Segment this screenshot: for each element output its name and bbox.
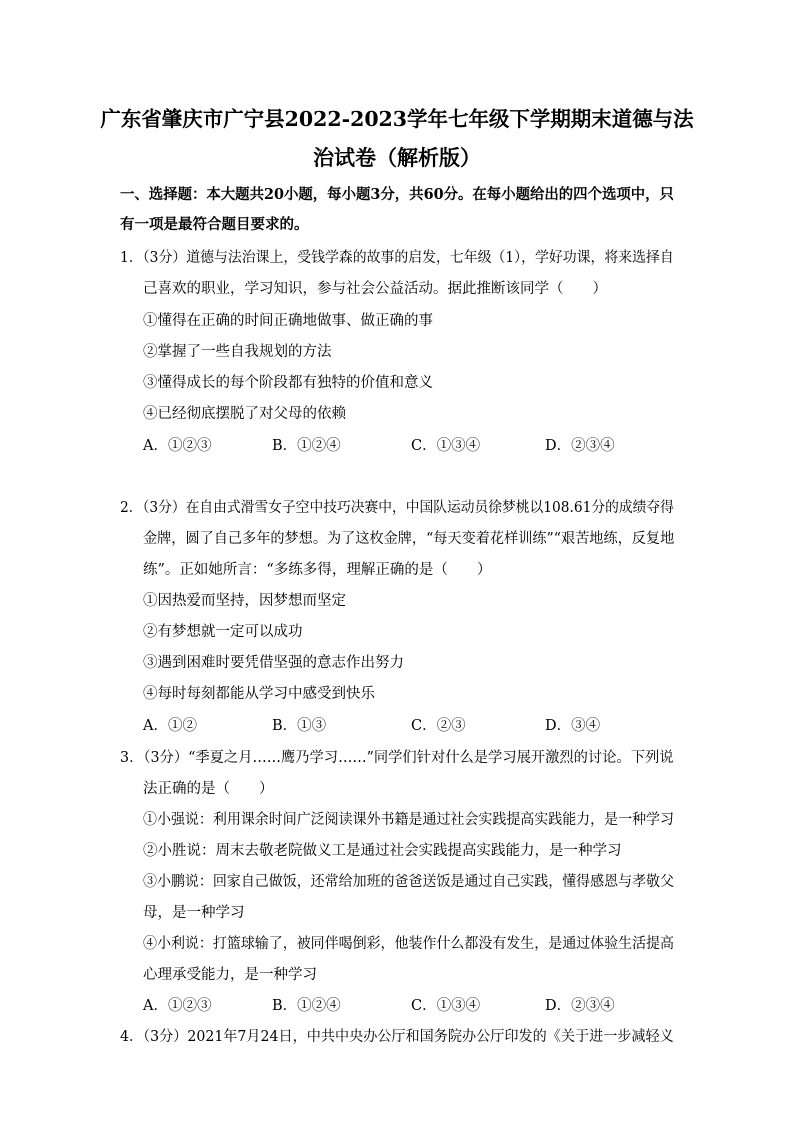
- option-d[interactable]: D．②③④: [545, 438, 615, 454]
- option-d[interactable]: D．③④: [545, 718, 601, 734]
- question-3-item-3: ③小鹏说：回家自己做饭，还常给加班的爸爸送饭是通过自己实践，懂得感恩与孝敬父: [143, 874, 674, 890]
- question-1-item-1: ①懂得在正确的时间正确地做事、做正确的事: [143, 313, 433, 329]
- option-c[interactable]: C．②③: [411, 718, 466, 734]
- question-1-item-4: ④已经彻底摆脱了对父母的依赖: [143, 406, 346, 422]
- question-3-item-4: ④小利说：打篮球输了，被同伴喝倒彩，他装作什么都没有发生，是通过体验生活提高: [143, 936, 674, 952]
- option-b[interactable]: B．①②④: [272, 438, 341, 454]
- question-1-item-3: ③懂得成长的每个阶段都有独特的价值和意义: [143, 375, 433, 391]
- option-a[interactable]: A．①②: [143, 718, 197, 734]
- question-1-stem-line-1: 1．（3分）道德与法治课上，受钱学森的故事的启发，七年级（1），学好功课，将来选择自: [120, 250, 674, 266]
- question-3-stem-line-1: 3．（3分）“季夏之月……鹰乃学习……”同学们针对什么是学习展开激烈的讨论。下列说: [120, 750, 674, 766]
- option-a[interactable]: A．①②③: [143, 998, 212, 1014]
- question-2-item-2: ②有梦想就一定可以成功: [143, 624, 303, 640]
- doc-title-line-2: 治试卷（解析版）: [313, 145, 481, 170]
- question-4-stem-line-1: 4．（3分）2021年7月24日，中共中央办公厅和国务院办公厅印发的《关于进一步减轻义: [120, 1029, 674, 1045]
- option-b[interactable]: B．①③: [272, 718, 327, 734]
- section-heading-line-1: 一、选择题：本大题共20小题，每小题3分，共60分。在每小题给出的四个选项中，只: [120, 186, 674, 203]
- option-c[interactable]: C．①③④: [411, 998, 481, 1014]
- doc-title-line-1: 广东省肇庆市广宁县2022-2023学年七年级下学期期末道德与法: [100, 107, 694, 131]
- option-a[interactable]: A．①②③: [143, 438, 212, 454]
- question-2-stem-line-2: 金牌，圆了自己多年的梦想。为了这枚金牌，“每天变着花样训练”“艰苦地练，反复地: [143, 531, 675, 547]
- question-1-item-2: ②掌握了一些自我规划的方法: [143, 344, 332, 360]
- question-3-item-3-cont: 母，是一种学习: [143, 905, 245, 921]
- question-3-stem-line-2: 法正确的是（ ）: [143, 781, 274, 797]
- question-2-stem-line-3: 练”。正如她所言：“多练多得，理解正确的是（ ）: [143, 562, 492, 578]
- question-3-item-1: ①小强说：利用课余时间广泛阅读课外书籍是通过社会实践提高实践能力，是一种学习: [143, 812, 674, 828]
- question-2-item-1: ①因热爱而坚持，因梦想而坚定: [143, 593, 346, 609]
- question-2-item-4: ④每时每刻都能从学习中感受到快乐: [143, 686, 375, 702]
- option-b[interactable]: B．①②④: [272, 998, 341, 1014]
- question-1-stem-line-2: 己喜欢的职业，学习知识，参与社会公益活动。据此推断该同学（ ）: [143, 281, 607, 297]
- option-c[interactable]: C．①③④: [411, 438, 481, 454]
- question-2-item-3: ③遇到困难时要凭借坚强的意志作出努力: [143, 655, 404, 671]
- question-2-stem-line-1: 2．（3分）在自由式滑雪女子空中技巧决赛中，中国队运动员徐梦桃以108.61分的成绩夺得: [120, 500, 674, 516]
- question-3-item-4-cont: 心理承受能力，是一种学习: [143, 967, 317, 983]
- question-3-item-2: ②小胜说：周末去敬老院做义工是通过社会实践提高实践能力，是一种学习: [143, 843, 622, 859]
- option-d[interactable]: D．②③④: [545, 998, 615, 1014]
- section-heading-line-2: 有一项是最符合题目要求的。: [120, 216, 309, 233]
